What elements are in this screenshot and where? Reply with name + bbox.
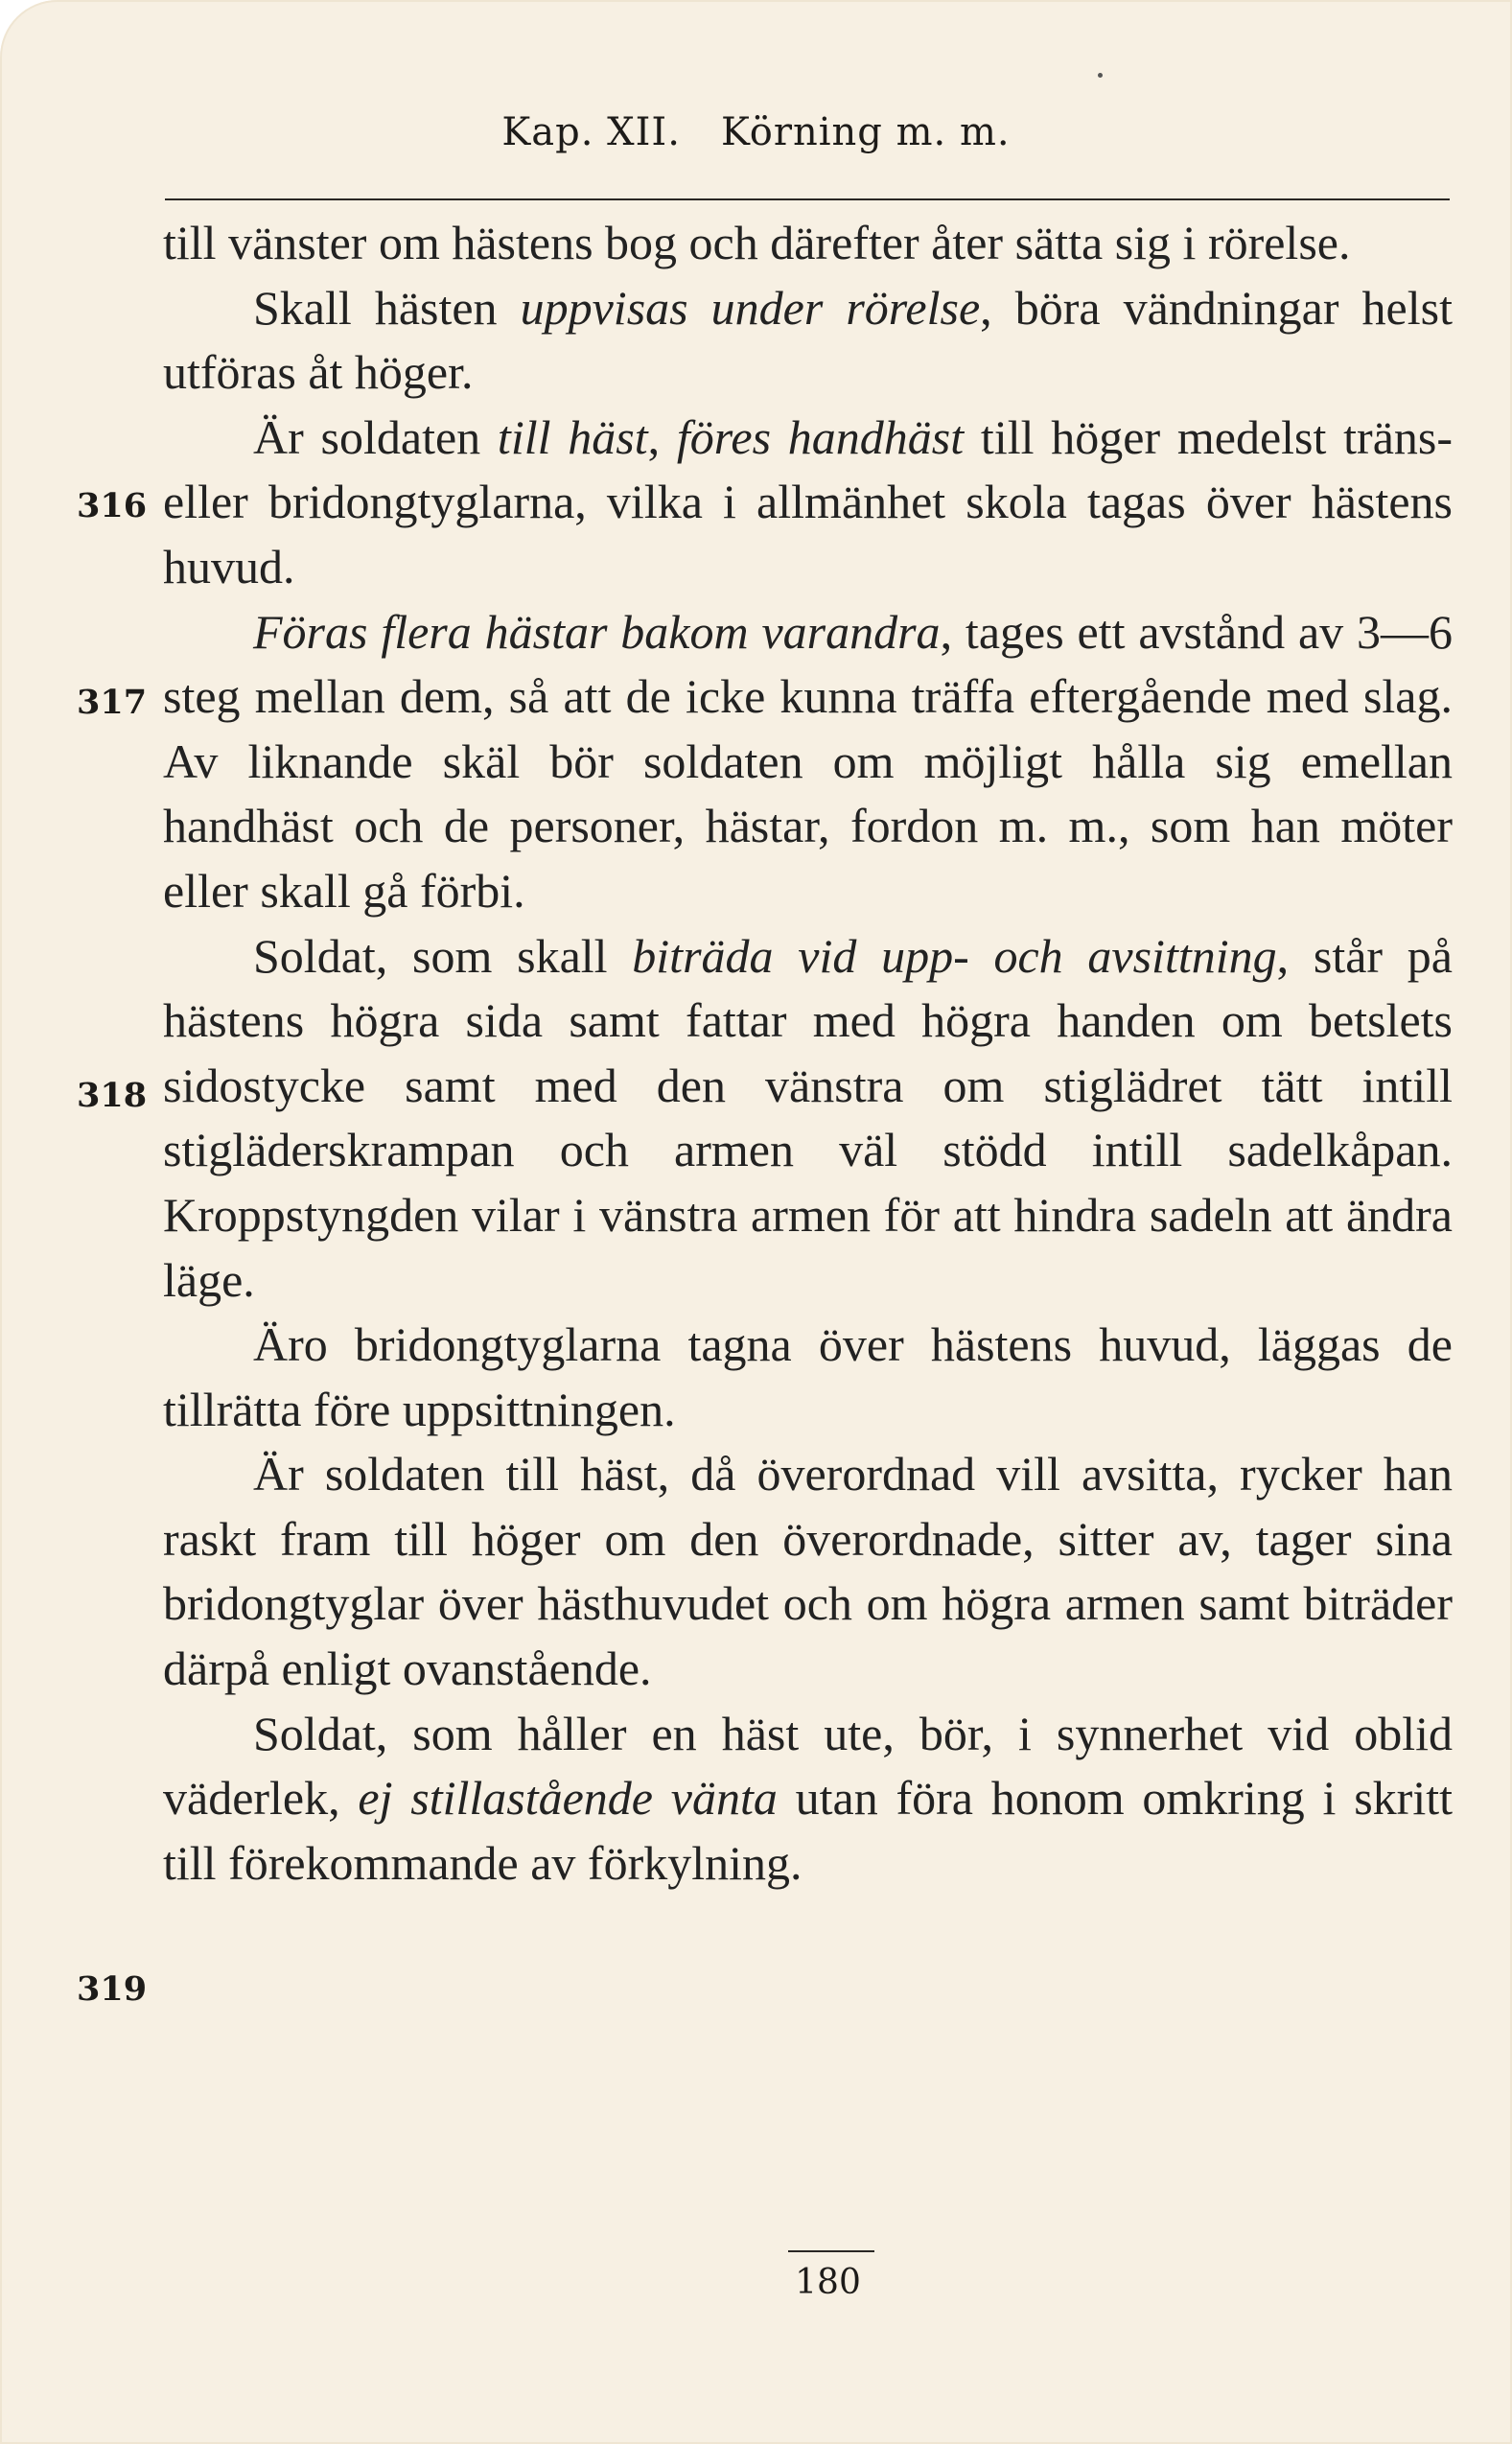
text-run: , böra vändningar helst utföras åt höger. — [163, 280, 1453, 400]
paragraph-number-317: 317 — [77, 683, 148, 722]
paragraph-318-b: Äro bridongtyglarna tagna över hästens huvud, läggas de tillrätta före uppsittningen. — [163, 1317, 1453, 1436]
italic-run: ej stillastående vänta — [358, 1771, 778, 1826]
footer-rule — [788, 2250, 874, 2252]
italic-run: uppvisas under rörelse — [520, 280, 981, 335]
text-run: till höger medelst träns- eller bridongtyglarna, vilka i allmänhet skola tagas över hästens huvud. — [163, 409, 1453, 594]
continuation-paragraph: till vänster om hästens bog och därefter åter sätta sig i rörelse. — [163, 216, 1351, 269]
paragraph-number-316: 316 — [77, 486, 148, 525]
text-run: , tages ett avstånd av 3—6 steg mellan dem, så att de icke kunna träffa eftergående med slag. Av liknande skäl bör soldaten om möjligt hålla sig emellan handhäst och de personer, hästar, fordon m. m., som han möter eller skall gå förbi. — [163, 604, 1454, 918]
paragraph-number-319: 319 — [77, 1969, 148, 2009]
italic-run: Föras flera hästar bakom varandra — [253, 604, 941, 659]
paragraph-display — [163, 276, 1453, 406]
section-title: Körning m. m. — [720, 110, 1011, 154]
italic-run: biträda vid upp- och avsittning — [632, 928, 1277, 983]
text-run: utan föra honom omkring i skritt till förekommande av förkylning. — [163, 1771, 1453, 1890]
paragraph-317 — [163, 600, 1453, 924]
paragraph-318-c: Är soldaten till häst, då överordnad vill avsitta, rycker han raskt fram till höger om den överordnade, sitter av, tager sina bridongtyglar över hästhuvudet och om högra armen samt biträder därpå enligt ovanstående. — [163, 1447, 1453, 1696]
paragraph-319 — [163, 1702, 1453, 1897]
text-run: , står på hästens högra sida samt fattar med högra handen om betslets sidostycke samt med den vänstra om stiglädret tätt intill stigläderskrampan och armen väl stödd intill sadelkåpan. Kroppstyngden vilar i vänstra armen för att hindra sadeln att ändra läge. — [163, 928, 1453, 1307]
text-run: Soldat, som skall — [253, 928, 633, 983]
text-run: Är soldaten — [253, 409, 498, 464]
header-rule — [165, 198, 1450, 200]
paragraph-318 — [163, 924, 1453, 1314]
body-text — [163, 211, 1453, 1896]
italic-run: föres handhäst — [676, 409, 965, 464]
print-speck — [1098, 73, 1103, 78]
running-header — [0, 110, 1512, 154]
page-number: 180 — [795, 2263, 861, 2302]
text-run: , — [647, 409, 677, 464]
chapter-label: Kap. XII. — [501, 110, 681, 154]
paragraph-number-318: 318 — [77, 1076, 148, 1115]
text-run: Skall hästen — [253, 280, 521, 335]
italic-run: till häst — [497, 409, 648, 464]
paragraph-316 — [163, 406, 1453, 600]
text-run: Soldat, som håller en häst ute, bör, i synnerhet vid oblid väderlek, — [163, 1706, 1453, 1826]
